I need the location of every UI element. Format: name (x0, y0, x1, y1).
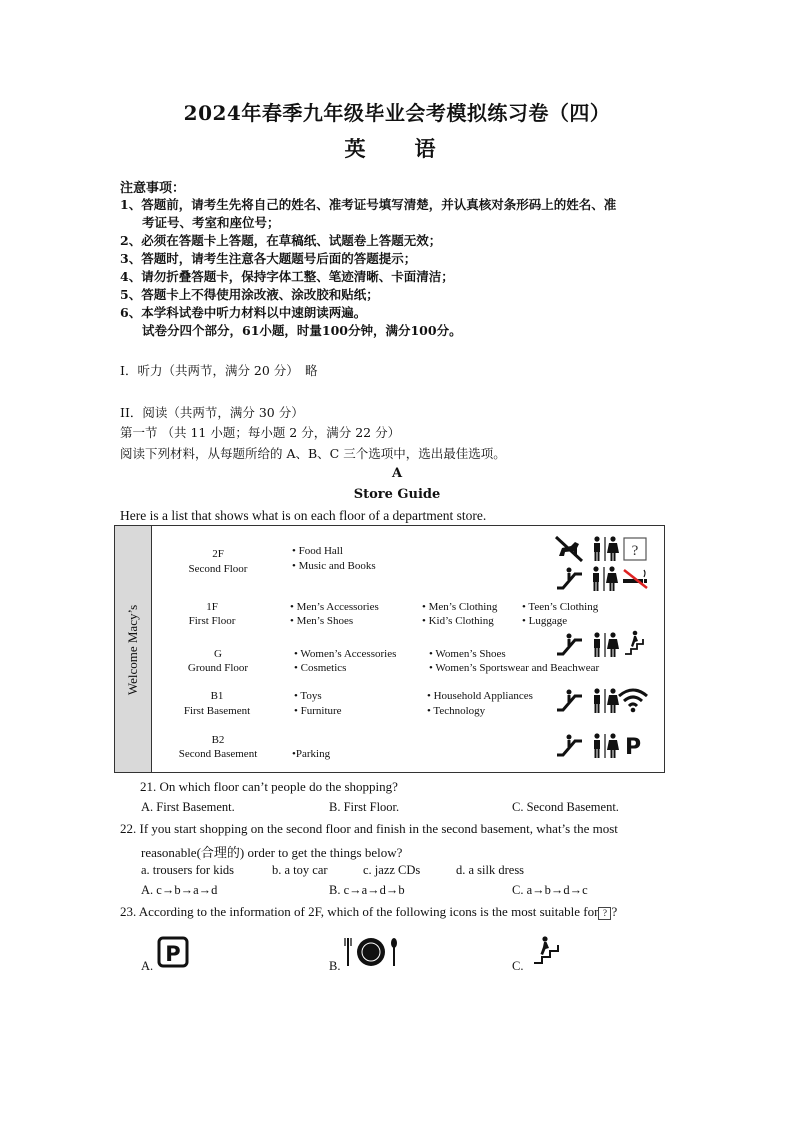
parking-icon (157, 936, 189, 968)
note-3: 3、答题时，请考生注意各大题题号后面的答题提示； (120, 251, 417, 266)
floor-1f-item: • Men’s Shoes (290, 615, 354, 627)
part-1-heading: 第一节 （共 11 小题；每小题 2 分，满分 22 分） (120, 425, 401, 440)
stairs-icon (623, 630, 649, 656)
floor-1f-item: • Men’s Accessories (290, 601, 379, 613)
note-1-cont: 考证号、考室和座位号； (142, 215, 280, 230)
q22-text-cont: reasonable(合理的) order to get the things below? (141, 845, 403, 860)
no-smoking-icon (620, 568, 650, 590)
floor-1f-item: • Luggage (522, 615, 568, 627)
exam-title: 2024年春季九年级毕业会考模拟练习卷（四） (183, 101, 611, 125)
restroom-icon (590, 632, 620, 658)
floor-b1-item: • Toys (294, 690, 322, 702)
restroom-icon (590, 536, 620, 562)
parking-icon (622, 733, 644, 759)
q21-option-b[interactable]: B. First Floor. (329, 800, 400, 814)
floor-g-item: • Cosmetics (294, 662, 347, 674)
passage-title: Store Guide (353, 487, 441, 502)
notes-heading: 注意事项： (120, 181, 186, 196)
q23-text: According to the information of 2F, which of the following icons is the most suitable for (138, 904, 599, 919)
guide-side-banner (115, 526, 152, 772)
floor-b2-code: B2 (211, 734, 225, 746)
svg-text:P: P (624, 735, 642, 759)
restroom-icon (590, 733, 620, 759)
floor-2f-item: • Food Hall (292, 545, 343, 557)
q22-item: d. a silk dress (456, 863, 525, 877)
q23-option-c[interactable]: C. (512, 959, 524, 973)
question-box-icon: ? (598, 907, 611, 920)
escalator-icon (555, 566, 585, 592)
floor-g-item: • Women’s Accessories (294, 648, 397, 660)
note-2: 2、必须在答题卡上答题，在草稿纸、试题卷上答题无效； (120, 233, 442, 248)
q22-text: If you start shopping on the second floor and finish in the second basement, what’s the most (139, 821, 618, 836)
floor-g-item: • Women’s Shoes (429, 648, 506, 660)
floor-b2-item: •Parking (292, 748, 331, 760)
svg-text:P: P (165, 942, 181, 966)
q21-number: 21. (140, 779, 157, 794)
floor-1f-item: • Kid’s Clothing (422, 615, 494, 627)
subject-title: 英 语 (344, 136, 450, 161)
escalator-icon (555, 632, 585, 658)
stairs-icon (532, 935, 564, 965)
store-guide-box (114, 525, 665, 773)
q22-option-c[interactable]: C. a→b→d→c (512, 883, 588, 897)
floor-b1-code: B1 (210, 690, 224, 702)
floor-2f-item: • Music and Books (292, 560, 376, 572)
instruction: 阅读下列材料，从每题所给的 A、B、C 三个选项中，选出最佳选项。 (120, 446, 506, 461)
note-1: 1、答题前，请考生先将自己的姓名、准考证号填写清楚，并认真核对条形码上的姓名、准 (120, 197, 617, 212)
q21-text: On which floor can’t people do the shopping? (159, 779, 398, 794)
q21-option-a[interactable]: A. First Basement. (141, 800, 235, 814)
floor-g-item: • Women’s Sportswear and Beachwear (429, 662, 600, 674)
floor-1f-item: • Men’s Clothing (422, 601, 498, 613)
q22-item: b. a toy car (272, 863, 328, 877)
restroom-icon (590, 688, 620, 714)
q22-item: c. jazz CDs (363, 863, 421, 877)
listening-section: I．听力（共两节，满分 20 分） 略 (120, 363, 318, 378)
floor-g-name: Ground Floor (187, 662, 249, 674)
floor-2f-name: Second Floor (188, 563, 248, 575)
escalator-icon (555, 733, 585, 759)
q23-option-a[interactable]: A. (141, 959, 154, 973)
q23-tail: ? (611, 904, 618, 919)
q23-number: 23. (120, 904, 137, 919)
passage-intro: Here is a list that shows what is on each floor of a department store. (120, 508, 487, 523)
floor-b1-item: • Furniture (294, 705, 342, 717)
restroom-icon (589, 566, 619, 592)
q22-number: 22. (120, 821, 137, 836)
question-box-icon (623, 537, 647, 561)
note-5: 5、答题卡上不得使用涂改液、涂改胶和贴纸； (120, 287, 379, 302)
no-dogs-icon (553, 534, 585, 564)
reading-section: II．阅读（共两节，满分 30 分） (120, 405, 304, 420)
svg-text:?: ? (631, 543, 639, 559)
passage-letter: A (391, 466, 403, 481)
wifi-icon (617, 686, 649, 714)
floor-1f-code: 1F (206, 601, 218, 613)
floor-b1-name: First Basement (183, 705, 251, 717)
q23-option-b[interactable]: B. (329, 959, 341, 973)
note-6: 6、本学科试卷中听力材料以中速朗读两遍。 (120, 305, 367, 320)
floor-1f-name: First Floor (188, 615, 236, 627)
floor-1f-item: • Teen’s Clothing (522, 601, 599, 613)
floor-2f-code: 2F (212, 548, 224, 560)
note-4: 4、请勿折叠答题卡，保持字体工整、笔迹清晰、卡面清洁； (120, 269, 454, 284)
floor-b2-name: Second Basement (178, 748, 258, 760)
floor-g-code: G (214, 648, 222, 660)
note-7: 试卷分四个部分，61小题，时量100分钟，满分100分。 (142, 323, 462, 338)
q21-option-c[interactable]: C. Second Basement. (512, 800, 619, 814)
floor-b1-item: • Technology (427, 705, 486, 717)
floor-b1-item: • Household Appliances (427, 690, 533, 702)
side-banner-text: Welcome Macy’s (125, 604, 140, 696)
q22-item: a. trousers for kids (141, 863, 235, 877)
q22-option-b[interactable]: B. c→a→d→b (329, 883, 405, 897)
escalator-icon (555, 688, 585, 714)
dining-plate-icon (343, 935, 399, 969)
q22-option-a[interactable]: A. c→b→a→d (141, 883, 218, 897)
